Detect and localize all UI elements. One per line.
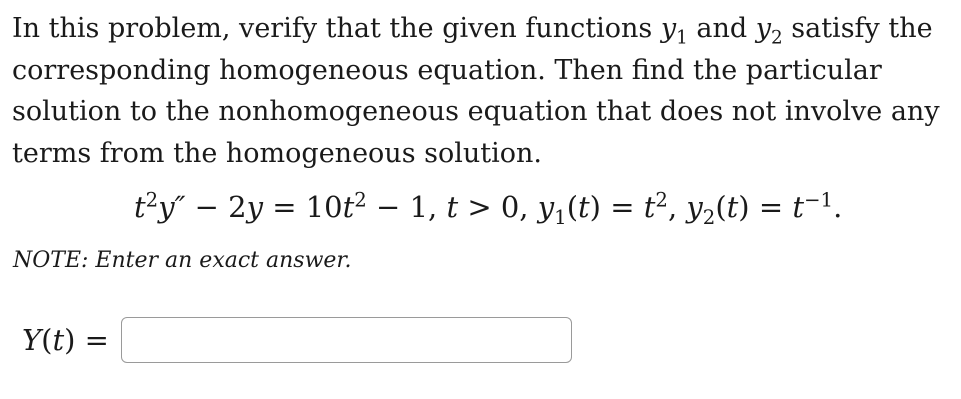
answer-row [22,315,572,365]
answer-input[interactable] [121,317,572,363]
answer-label: Y(t) = [22,323,109,357]
problem-line-4: terms from the homogeneous solution. [12,137,542,169]
y1-symbol: y [660,13,677,44]
note-text: NOTE: Enter an exact answer. [13,248,352,273]
problem-line-1: In this problem, verify that the given functions $y_1$ and $y_2$ satisfy the [12,13,933,49]
problem-statement [12,8,952,174]
y2-symbol: y [755,13,771,44]
problem-line-2: corresponding homogeneous equation. Then find the particular [12,54,882,86]
problem-line-3: solution to the nonhomogeneous equation that does not involve any [12,96,940,127]
differential-equation: $t^2y'' - 2y = 10t^2 - 1$, t > 0, $y_1(t) = t^2$, $y_2(t) = t^{-1}$. [134,188,843,229]
